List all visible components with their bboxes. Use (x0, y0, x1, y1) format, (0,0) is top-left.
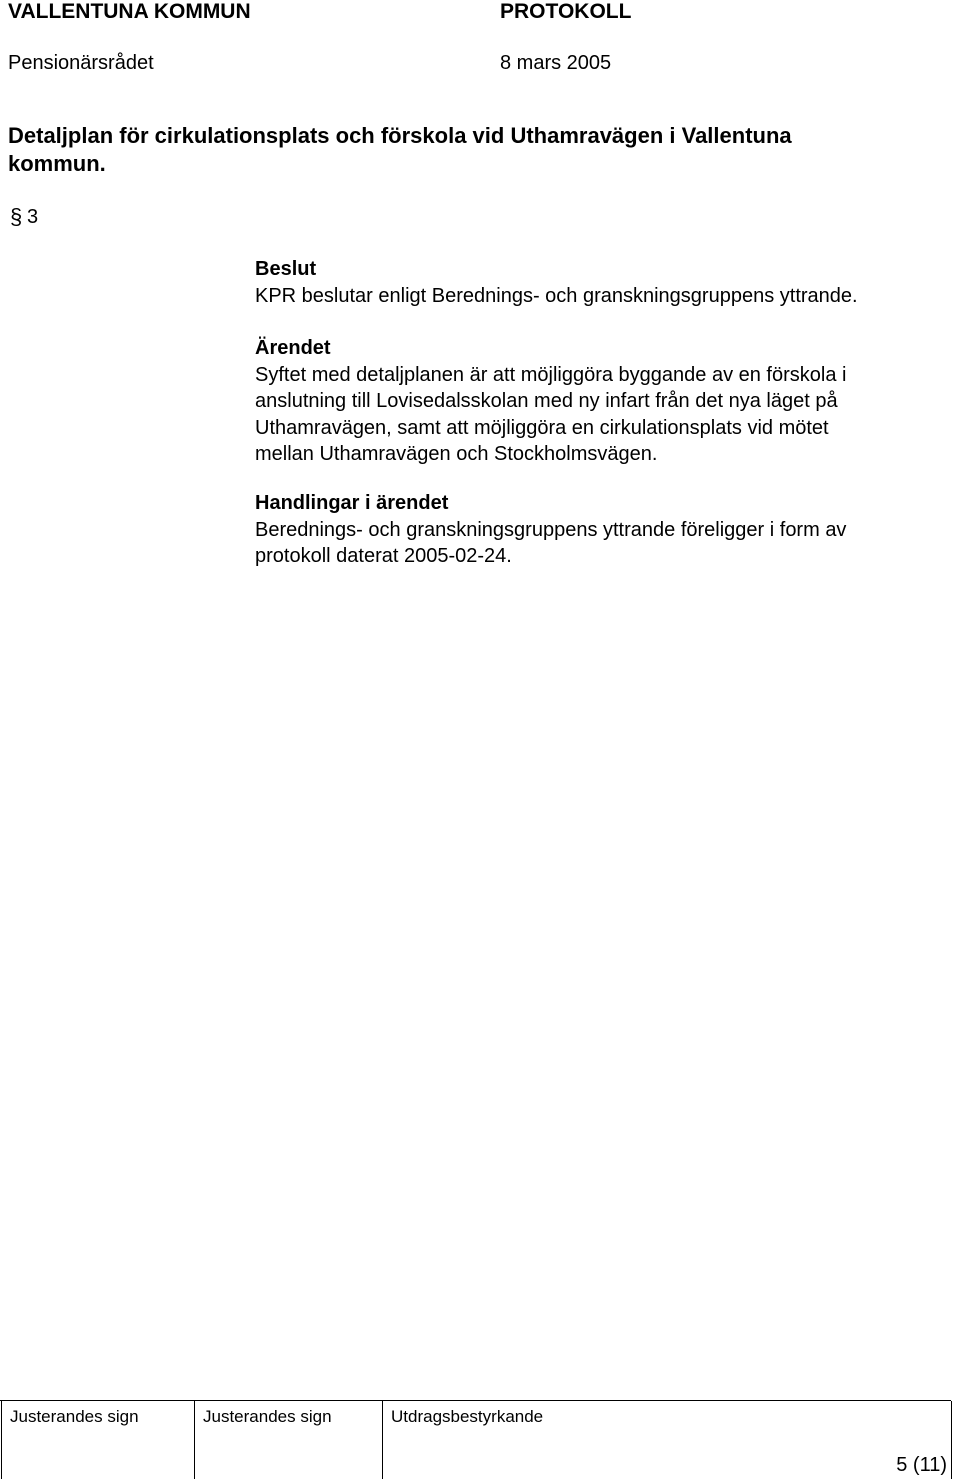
handlingar-line: protokoll daterat 2005-02-24. (255, 545, 512, 568)
arendet-line: mellan Uthamravägen och Stockholmsvägen. (255, 442, 658, 465)
beslut-text: KPR beslutar enligt Berednings- och granskningsgruppens yttrande. (255, 285, 858, 307)
arendet-heading: Ärendet (255, 337, 331, 359)
arendet-line: Syftet med detaljplanen är att möjliggöra byggande av en förskola i (255, 364, 847, 386)
handlingar-paragraph (255, 517, 846, 570)
organization-name: VALLENTUNA KOMMUN (8, 0, 251, 23)
arendet-line: Uthamravägen, samt att möjliggöra en cirkulationsplats vid mötet (255, 416, 829, 439)
footer-cell-certification (382, 1401, 952, 1479)
arendet-paragraph (255, 362, 846, 467)
page-number: 5 (11) (896, 1454, 947, 1476)
footer-label-certification: Utdragsbestyrkande (391, 1407, 544, 1426)
document-type: PROTOKOLL (500, 0, 632, 23)
item-title-line1: Detaljplan för cirkulationsplats och förskola vid Uthamravägen i Vallentuna (8, 123, 792, 148)
footer-cell-signer-2 (194, 1401, 383, 1479)
footer-cell-signer-1 (1, 1401, 195, 1479)
meeting-date: 8 mars 2005 (500, 52, 612, 74)
arendet-line: anslutning till Lovisedalsskolan med ny infart från det nya läget på (255, 390, 838, 413)
beslut-heading: Beslut (255, 258, 317, 280)
section-symbol: § (10, 204, 23, 229)
footer-label-signer-1: Justerandes sign (10, 1407, 139, 1426)
handlingar-line: Berednings- och granskningsgruppens yttrande föreligger i form av (255, 519, 847, 541)
section-number: 3 (27, 206, 39, 228)
footer-label-signer-2: Justerandes sign (203, 1407, 332, 1426)
signature-footer (0, 1400, 951, 1479)
committee-name: Pensionärsrådet (8, 52, 154, 74)
handlingar-heading: Handlingar i ärendet (255, 492, 449, 514)
item-title-line2: kommun. (8, 151, 106, 176)
